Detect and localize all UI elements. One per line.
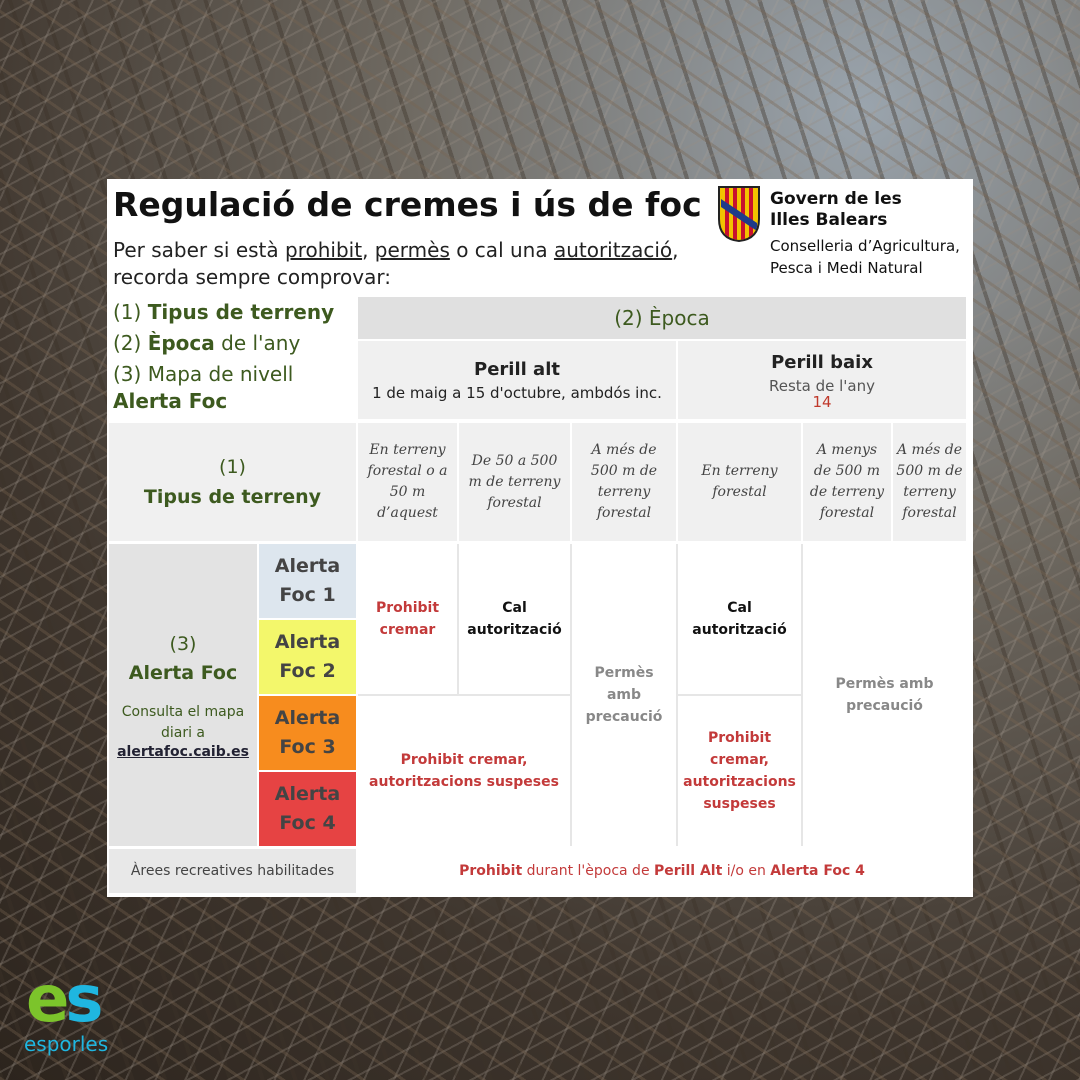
- terreny-title: Tipus de terreny: [143, 486, 322, 508]
- alerta-foc-1: Alerta Foc 1: [259, 544, 356, 618]
- regulation-card: [107, 179, 973, 897]
- terreny-cell-1: En terreny forestal o a 50 m d’aquest: [358, 423, 457, 541]
- terreny-cell-5: A menys de 500 m de terreny forestal: [803, 423, 891, 541]
- checklist-item-3: (3) Mapa de nivell: [113, 362, 294, 386]
- result-prohibit-suspeses-2: Prohibit cremar, autoritzacions suspeses: [678, 696, 801, 846]
- checklist-item-1: (1) Tipus de terreny: [113, 300, 335, 324]
- word-permes: permès: [374, 238, 450, 262]
- period-desc: Resta de l'any: [768, 376, 876, 395]
- terreny-label: [109, 423, 356, 541]
- esporles-word: esporles: [24, 1032, 109, 1056]
- subtitle-text-3: o cal una: [449, 238, 554, 262]
- result-permes-amb-precaucio-1: Permès amb precaució: [572, 544, 676, 846]
- alerta-foc-2: Alerta Foc 2: [259, 620, 356, 694]
- conselleria-name: Conselleria d’Agricultura, Pesca i Medi Natural: [770, 237, 960, 277]
- alertafoc-link[interactable]: alertafoc.caib.es: [117, 744, 249, 760]
- subtitle-text-1: Per saber si està: [113, 238, 286, 262]
- checklist-item-2: (2) Època de l'any: [113, 331, 301, 355]
- epoca-header: (2) Època: [358, 297, 966, 339]
- alerta-title: Alerta Foc: [128, 662, 238, 684]
- terreny-number: (1): [219, 456, 246, 478]
- brand-s: s: [65, 963, 100, 1037]
- period-name: Perill baix: [771, 351, 873, 373]
- esporles-logo: [22, 963, 122, 1060]
- period-perill-alt: [358, 341, 676, 419]
- period-name: Perill alt: [474, 358, 560, 380]
- govern-name: Govern de les Illes Balears: [770, 189, 902, 230]
- arees-recreatives-label: Àrees recreatives habilitades: [109, 849, 356, 893]
- alerta-consulta-text: Consulta el mapa diari a: [121, 704, 245, 741]
- checklist-item-3-bold: Alerta Foc: [113, 389, 228, 413]
- period-perill-baix: [678, 341, 966, 419]
- terreny-cell-3: A més de 500 m de terreny forestal: [572, 423, 676, 541]
- result-prohibit-cremar: Prohibit cremar: [358, 544, 457, 694]
- subtitle: [113, 237, 693, 291]
- result-cal-autoritzacio-2: Cal autorització: [678, 544, 801, 694]
- result-cal-autoritzacio-1: Cal autorització: [459, 544, 570, 694]
- checklist: [113, 297, 353, 412]
- period-desc: 1 de maig a 15 d'octubre, ambdós inc.: [372, 383, 662, 402]
- result-permes-amb-precaucio-2: Permès amb precaució: [803, 544, 966, 846]
- alerta-foc-label: [109, 544, 257, 846]
- arees-recreatives-result: Prohibit durant l'època de Perill Alt i/o en Alerta Foc 4: [358, 849, 966, 893]
- alerta-number: (3): [169, 633, 197, 655]
- subtitle-text-2: ,: [362, 238, 375, 262]
- subtitle-text-4: ,: [672, 238, 679, 262]
- alerta-foc-4: Alerta Foc 4: [259, 772, 356, 846]
- terreny-cell-2: De 50 a 500 m de terreny forestal: [459, 423, 570, 541]
- page-title: Regulació de cremes i ús de foc: [113, 185, 702, 224]
- period-number: 14: [812, 392, 832, 411]
- esporles-letters: [26, 963, 100, 1037]
- govern-logo: [715, 183, 970, 283]
- result-prohibit-suspeses-1: Prohibit cremar, autoritzacions suspeses: [358, 696, 570, 846]
- word-autoritzacio: autorització: [553, 238, 673, 262]
- terreny-cell-6: A més de 500 m de terreny forestal: [893, 423, 966, 541]
- terreny-cell-4: En terreny forestal: [678, 423, 801, 541]
- brand-e: e: [26, 963, 66, 1037]
- subtitle-line-2: recorda sempre comprovar:: [113, 265, 391, 289]
- alerta-foc-3: Alerta Foc 3: [259, 696, 356, 770]
- coat-of-arms-icon: [717, 185, 761, 243]
- word-prohibit: prohibit: [285, 238, 363, 262]
